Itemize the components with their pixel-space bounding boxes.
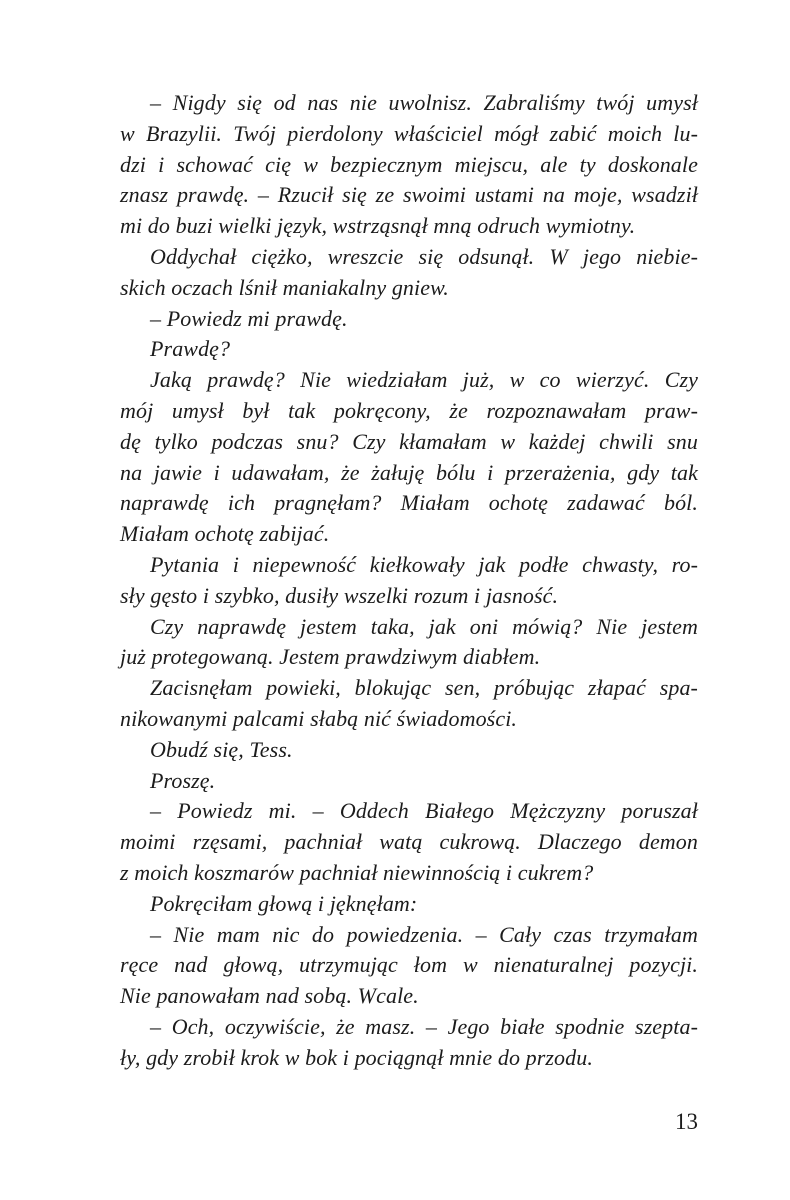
text-line: Pokręciłam głową i jęknęłam: (150, 890, 418, 916)
paragraph (120, 735, 698, 766)
text-line: – Och, oczywiście, że masz. – Jego białe spodnie szepta- (150, 1013, 698, 1039)
text-line: sły gęsto i szybko, dusiły wszelki rozum i jasność. (120, 582, 559, 608)
paragraph (120, 304, 698, 335)
text-line: z moich koszmarów pachniał niewinnością i cukrem? (120, 859, 594, 885)
text-line: ręce nad głową, utrzymując łom w nienaturalnej pozycji. (120, 952, 698, 978)
text-line: Obudź się, Tess. (150, 736, 293, 762)
paragraph (120, 334, 698, 365)
text-line: znasz prawdę. – Rzucił się ze swoimi ustami na moje, wsadził (120, 182, 698, 208)
text-line: Oddychał ciężko, wreszcie się odsunął. W jego niebie- (150, 243, 698, 269)
paragraph (120, 889, 698, 920)
text-line: ły, gdy zrobił krok w bok i pociągnął mnie do przodu. (120, 1044, 593, 1070)
text-line: Zacisnęłam powieki, blokując sen, próbując złapać spa- (150, 675, 698, 701)
text-line: Prawdę? (150, 336, 231, 362)
paragraph (120, 920, 698, 1012)
paragraph (120, 796, 698, 888)
text-line: Proszę. (150, 767, 216, 793)
paragraph (120, 1012, 698, 1074)
text-line: – Powiedz mi. – Oddech Białego Mężczyzny poruszał (150, 798, 698, 824)
paragraph (120, 365, 698, 550)
text-line: Czy naprawdę jestem taka, jak oni mówią? Nie jestem (150, 613, 698, 639)
text-line: dę tylko podczas snu? Czy kłamałam w każdej chwili snu (120, 428, 698, 454)
text-line: – Nie mam nic do powiedzenia. – Cały czas trzymałam (150, 921, 698, 947)
paragraph (120, 88, 698, 242)
page-text (120, 88, 698, 1074)
text-line: Miałam ochotę zabijać. (120, 521, 330, 547)
paragraph (120, 673, 698, 735)
text-line: na jawie i udawałam, że żałuję bólu i przerażenia, gdy tak (120, 459, 698, 485)
text-line: w Brazylii. Twój pierdolony właściciel mógł zabić moich lu- (120, 120, 698, 146)
text-line: Nie panowałam nad sobą. Wcale. (120, 983, 419, 1009)
text-line: Pytania i niepewność kiełkowały jak podłe chwasty, ro- (150, 551, 698, 577)
text-line: mi do buzi wielki język, wstrząsnął mną odruch wymiotny. (120, 213, 636, 239)
text-line: naprawdę ich pragnęłam? Miałam ochotę zadawać ból. (120, 490, 698, 516)
paragraph (120, 550, 698, 612)
text-line: mój umysł był tak pokręcony, że rozpoznawałam praw- (120, 397, 698, 423)
text-line: – Powiedz mi prawdę. (150, 305, 348, 331)
text-line: Jaką prawdę? Nie wiedziałam już, w co wierzyć. Czy (150, 367, 698, 393)
paragraph (120, 242, 698, 304)
text-line: nikowanymi palcami słabą nić świadomości. (120, 705, 518, 731)
paragraph (120, 612, 698, 674)
text-line: – Nigdy się od nas nie uwolnisz. Zabraliśmy twój umysł (150, 90, 698, 115)
text-line: skich oczach lśnił maniakalny gniew. (120, 274, 449, 300)
page-number: 13 (675, 1109, 698, 1134)
text-line: dzi i schować cię w bezpiecznym miejscu, ale ty doskonale (120, 151, 698, 177)
text-line: moimi rzęsami, pachniał watą cukrową. Dlaczego demon (120, 829, 698, 855)
text-line: już protegowaną. Jestem prawdziwym diabłem. (120, 644, 541, 670)
paragraph (120, 766, 698, 797)
